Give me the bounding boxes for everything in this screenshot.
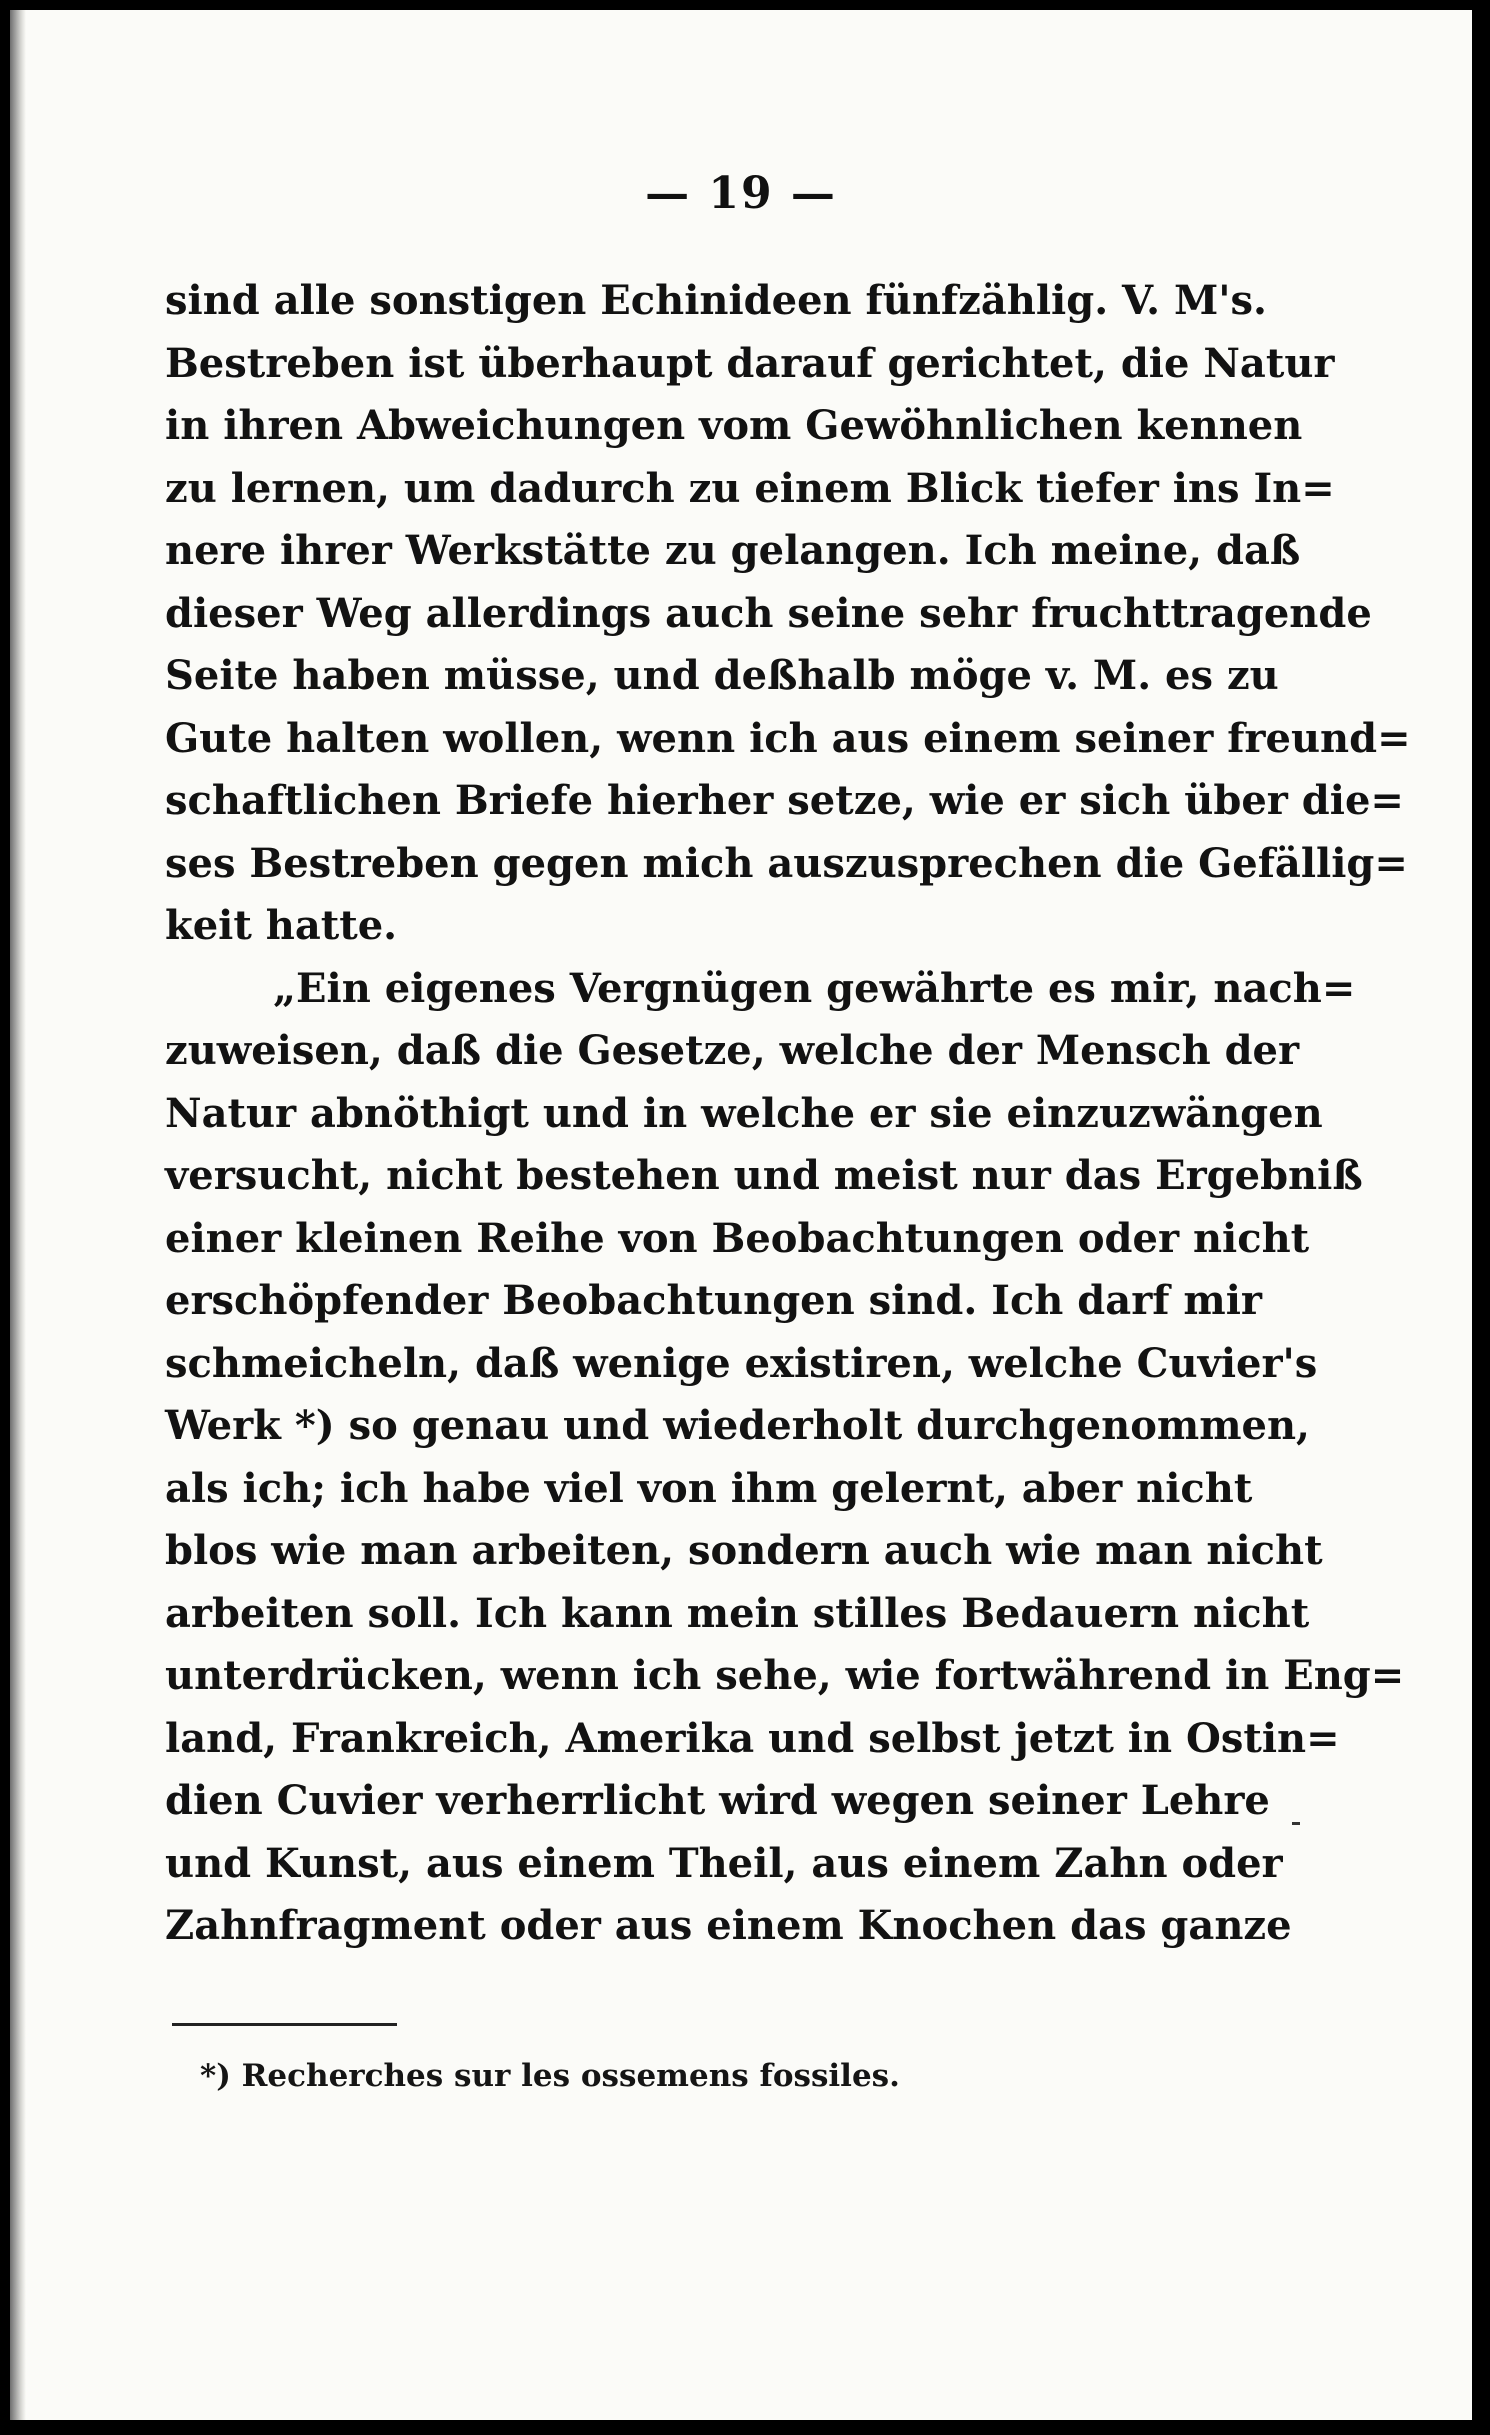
text-line: als ich; ich habe viel von ihm gelernt, aber nicht [165, 1464, 1253, 1512]
text-line: ses Bestreben gegen mich auszusprechen die Gefällig= [165, 839, 1408, 887]
text-line: zu lernen, um dadurch zu einem Blick tiefer ins In= [165, 464, 1335, 512]
page-binding-edge [10, 10, 26, 2420]
text-line: arbeiten soll. Ich kann mein stilles Bedauern nicht [165, 1589, 1310, 1637]
text-line: und Kunst, aus einem Theil, aus einem Zahn oder [165, 1839, 1283, 1887]
text-line: keit hatte. [165, 902, 398, 949]
text-line: schaftlichen Briefe hierher setze, wie er sich über die= [165, 777, 1404, 824]
text-line: nere ihrer Werkstätte zu gelangen. Ich meine, daß [165, 527, 1301, 574]
page-number: — 19 — [645, 168, 837, 219]
text-line: erschöpfender Beobachtungen sind. Ich darf mir [165, 1277, 1262, 1324]
text-line: sind alle sonstigen Echinideen fünfzählig. V. M's. [165, 277, 1267, 324]
text-line: Natur abnöthigt und in welche er sie einzuzwängen [165, 1089, 1323, 1137]
text-line: versucht, nicht bestehen und meist nur das Ergebniß [165, 1152, 1363, 1199]
text-line: Seite haben müsse, und deßhalb möge v. M. es zu [165, 652, 1279, 699]
paragraph-1 [165, 270, 1411, 958]
margin-mark [1292, 1822, 1300, 1825]
text-line: einer kleinen Reihe von Beobachtungen oder nicht [165, 1214, 1310, 1262]
footnote: *) Recherches sur les ossemens fossiles. [200, 2058, 900, 2094]
text-line: Gute halten wollen, wenn ich aus einem seiner freund= [165, 714, 1411, 762]
text-line: dien Cuvier verherrlicht wird wegen seiner Lehre [165, 1777, 1270, 1824]
text-line: Zahnfragment oder aus einem Knochen das ganze [165, 1902, 1292, 1949]
text-line: dieser Weg allerdings auch seine sehr fruchttragende [165, 589, 1372, 637]
book-page [10, 10, 1472, 2420]
text-line: blos wie man arbeiten, sondern auch wie man nicht [165, 1527, 1323, 1574]
text-line: „Ein eigenes Vergnügen gewährte es mir, nach= [273, 964, 1356, 1012]
text-line: unterdrücken, wenn ich sehe, wie fortwährend in Eng= [165, 1652, 1405, 1699]
paragraph-2 [165, 958, 1405, 1958]
text-line: Bestreben ist überhaupt darauf gerichtet, die Natur [165, 339, 1335, 387]
text-line: in ihren Abweichungen vom Gewöhnlichen kennen [165, 402, 1303, 449]
body-text [165, 270, 1411, 1958]
text-line: land, Frankreich, Amerika und selbst jetzt in Ostin= [165, 1714, 1340, 1762]
text-line: Werk *) so genau und wiederholt durchgenommen, [165, 1402, 1310, 1449]
text-line: schmeicheln, daß wenige existiren, welche Cuvier's [165, 1339, 1318, 1387]
text-line: zuweisen, daß die Gesetze, welche der Mensch der [165, 1027, 1300, 1074]
footnote-divider [172, 2023, 397, 2026]
